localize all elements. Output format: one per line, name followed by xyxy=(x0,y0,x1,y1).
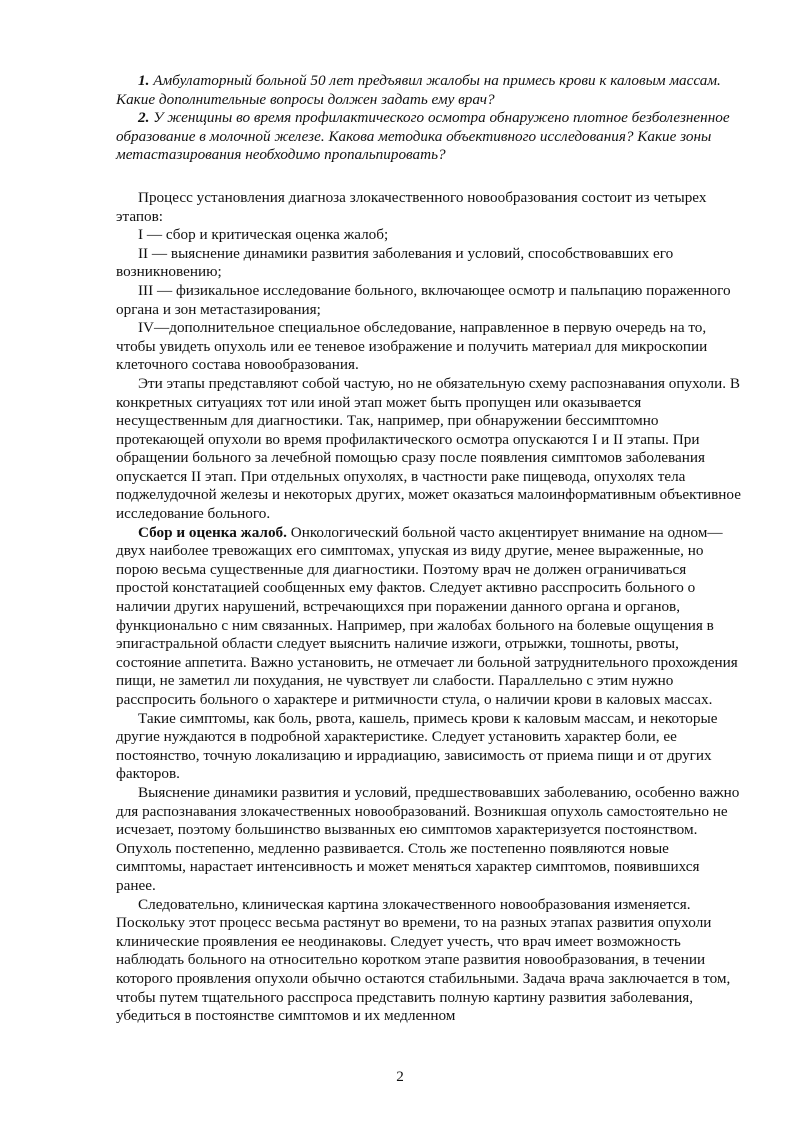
stage-item: I — сбор и критическая оценка жалоб; xyxy=(138,226,389,244)
questions-block xyxy=(116,72,742,165)
complaints-text: Онкологический больной часто акцентирует внимание на одном—двух наиболее тревожащих его симптомах, упуская из виду другие, менее выраженные, но порою весьма существенные для диагностики. Поэтому врач не должен ограничиваться простой констатацией сообщенных ему фактов. Следует активно расспросить больного о наличии других нарушений, встречающихся при поражении данного органа и органов, функционально с ним связанных. Например, при жалобах больного на болевые ощущения в эпигастральной области следует выяснить наличие изжоги, отрыжки, тошноты, рвоты, состояние аппетита. Важно установить, не отмечает ли больной затруднительного прохождения пищи, не заметил ли похудания, не чувствует ли слабости. Параллельно с этим нужно расспросить больного о характере и ритмичности стула, о наличии крови в каловых массах. xyxy=(116,523,738,708)
paragraph-complaints xyxy=(116,524,742,710)
stage-item: III — физикальное исследование больного, включающее осмотр и пальпацию пораженного органа и зон метастазирования; xyxy=(116,281,731,318)
question-number: 1. xyxy=(138,72,150,89)
paragraph-dynamics: Выяснение динамики развития и условий, предшествовавших заболеванию, особенно важно для распознавания злокачественных новообразований. Возникшая опухоль самостоятельно не исчезает, поэтому большинство вызванных ею симптомов характеризуется постоянством. Опухоль постепенно, медленно развивается. Столь же постепенно появляются новые симптомы, нарастает интенсивность и может меняться характер симптомов, появившихся ранее. xyxy=(116,783,740,894)
question-1 xyxy=(116,72,742,109)
main-text xyxy=(116,189,742,1026)
question-2 xyxy=(116,109,742,165)
section-heading-complaints: Сбор и оценка жалоб. xyxy=(138,523,287,541)
question-text: Амбулаторный больной 50 лет предъявил жалобы на примесь крови к каловым массам. Какие дополнительные вопросы должен задать ему врач? xyxy=(116,72,721,108)
page-number: 2 xyxy=(396,1068,404,1085)
paragraph-symptoms: Такие симптомы, как боль, рвота, кашель, примесь крови к каловым массам, и некоторые другие нуждаются в подробной характеристике. Следует установить характер боли, ее постоянство, точную локализацию и иррадиацию, зависимость от приема пищи и от других факторов. xyxy=(116,709,718,783)
stage-item: II — выяснение динамики развития заболевания и условий, способствовавших его возникновению; xyxy=(116,244,674,281)
intro-paragraph: Процесс установления диагноза злокачественного новообразования состоит из четырех этапов: xyxy=(116,188,707,225)
paragraph-clinical-picture: Следовательно, клиническая картина злокачественного новообразования изменяется. Поскольку этот процесс весьма растянут во времени, то на разных этапах развития опухоли клинические проявления ее неодинаковы. Следует учесть, что врач имеет возможность наблюдать больного на относительно коротком этапе развития новообразования, в течении которого проявления опухоли обычно остаются стабильными. Задача врача заключается в том, чтобы путем тщательного расспроса представить полную картину развития заболевания, убедиться в постоянстве симптомов и их медленном xyxy=(116,895,731,1025)
question-number: 2. xyxy=(138,109,150,127)
paragraph-stages-note: Эти этапы представляют собой частую, но не обязательную схему распознавания опухоли. В конкретных ситуациях тот или иной этап может быть пропущен или оказывается несущественным для диагностики. Так, например, при обнаружении бессимптомно протекающей опухоли во время профилактического осмотра опускаются I и II этапы. При обращении больного за лечебной помощью сразу после появления симптомов заболевания опускается II этап. При отдельных опухолях, в частности раке пищевода, опухолях тела поджелудочной железы и некоторых других, может оказаться малоинформативным объективное исследование больного. xyxy=(116,374,741,523)
section-gap xyxy=(116,165,742,189)
question-text: У женщины во время профилактического осмотра обнаружено плотное безболезненное образование в молочной железе. Какова методика объективного исследования? Какие зоны метастазирования необходимо пропальпировать? xyxy=(116,109,730,164)
stage-item: IV—дополнительное специальное обследование, направленное в первую очередь на то, чтобы увидеть опухоль или ее теневое изображение и получить материал для микроскопии клеточного состава новообразования. xyxy=(116,319,708,374)
